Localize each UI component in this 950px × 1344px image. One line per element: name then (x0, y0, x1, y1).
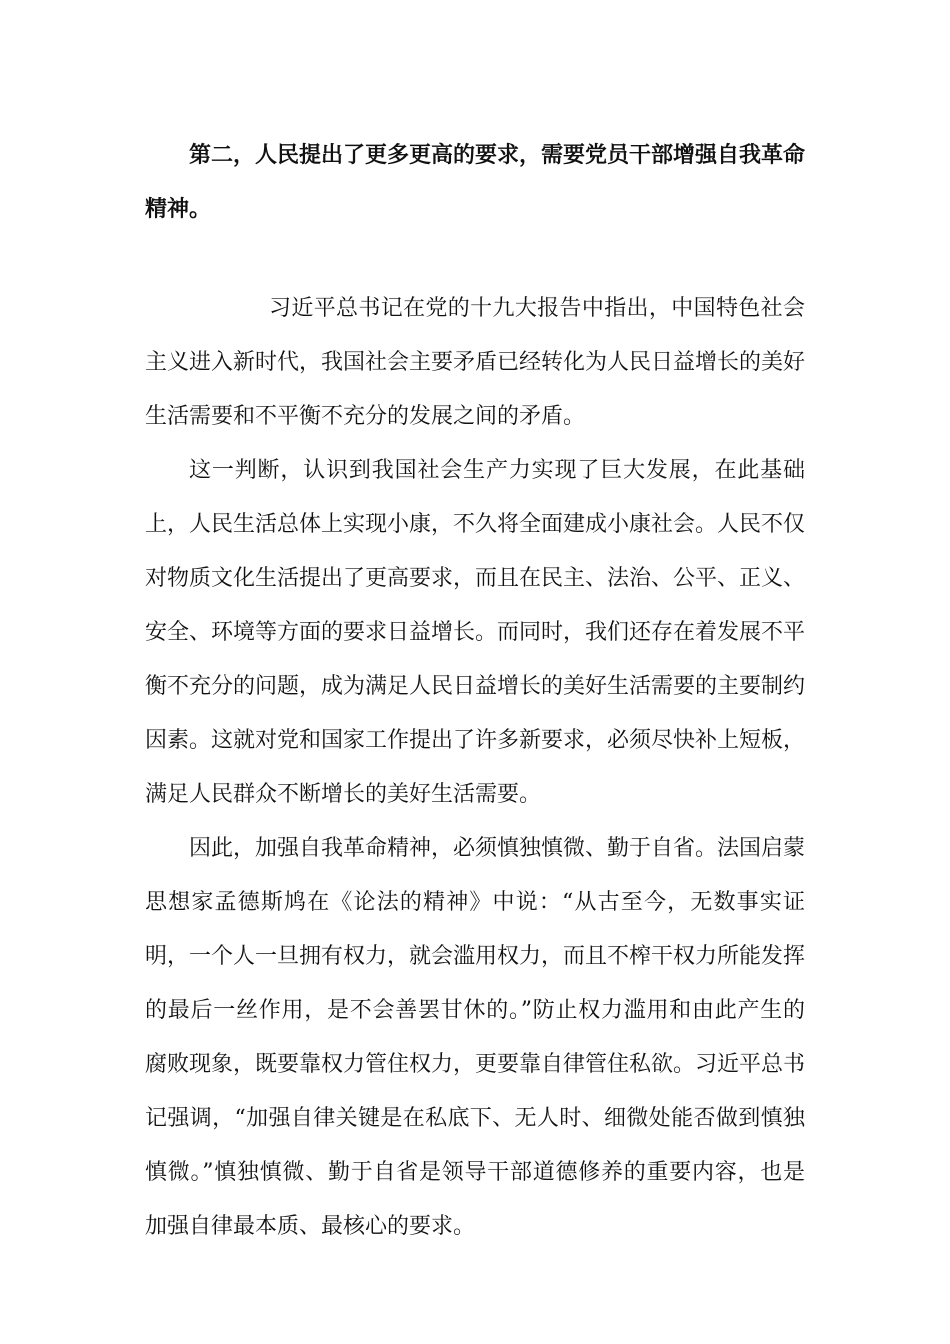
paragraph-1: 习近平总书记在党的十九大报告中指出，中国特色社会主义进入新时代，我国社会主要矛盾已经转化为人民日益增长的美好生活需要和不平衡不充分的发展之间的矛盾。 (145, 296, 806, 429)
paragraph-3: 因此，加强自我革命精神，必须慎独慎微、勤于自省。法国启蒙思想家孟德斯鸠在《论法的精神》中说：“从古至今，无数事实证明，一个人一旦拥有权力，就会滥用权力，而且不榨干权力所能发挥的最后一丝作用，是不会善罢甘休的。”防止权力滥用和由此产生的腐败现象，既要靠权力管住权力，更要靠自律管住私欲。习近平总书记强调，“加强自律关键是在私底下、无人时、细微处能否做到慎独慎微。”慎独慎微、勤于自省是领导干部道德修养的重要内容，也是加强自律最本质、最核心的要求。 (145, 836, 806, 1239)
section-heading: 第二，人民提出了更多更高的要求，需要党员干部增强自我革命精神。 (145, 142, 806, 222)
paragraph-2: 这一判断，认识到我国社会生产力实现了巨大发展，在此基础上，人民生活总体上实现小康，不久将全面建成小康社会。人民不仅对物质文化生活提出了更高要求，而且在民主、法治、公平、正义、安全、环境等方面的要求日益增长。而同时，我们还存在着发展不平衡不充分的问题，成为满足人民日益增长的美好生活需要的主要制约因素。这就对党和国家工作提出了许多新要求，必须尽快补上短板，满足人民群众不断增长的美好生活需要。 (145, 458, 806, 807)
